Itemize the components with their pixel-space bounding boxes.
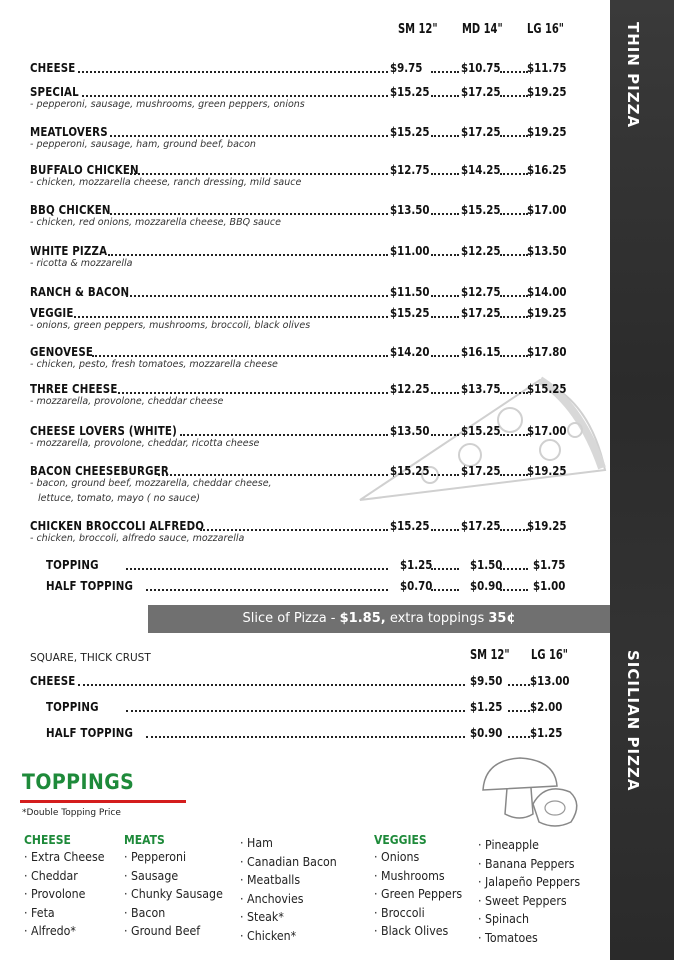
leader-dots xyxy=(500,568,528,570)
topping-item: · Broccoli xyxy=(374,906,462,925)
price-sm: $11.00 xyxy=(390,243,430,258)
topping-item: · Bacon xyxy=(124,906,223,925)
topping-item: · Green Peppers xyxy=(374,887,462,906)
price-sm: $13.50 xyxy=(390,423,430,438)
price-lg: $17.80 xyxy=(527,344,567,359)
topping-item: · Pineapple xyxy=(478,838,580,857)
topping-item: · Extra Cheese xyxy=(24,850,105,869)
toppings-underline xyxy=(20,800,186,803)
price-md: $13.75 xyxy=(461,381,501,396)
leader-dots xyxy=(431,316,459,318)
mushroom-sketch xyxy=(475,752,585,832)
slice-price: $1.85, xyxy=(339,611,386,626)
leader-dots xyxy=(508,710,530,712)
menu-row xyxy=(30,725,570,743)
leader-dots xyxy=(431,529,459,531)
leader-dots xyxy=(500,392,528,394)
leader-dots xyxy=(431,355,459,357)
price-md: $15.25 xyxy=(461,423,501,438)
topping-item: · Pepperoni xyxy=(124,850,223,869)
price-sm: $9.50 xyxy=(470,673,503,688)
item-description: - pepperoni, sausage, ham, ground beef, bacon xyxy=(30,139,256,150)
leader-dots xyxy=(431,135,459,137)
menu-row xyxy=(30,578,570,596)
price-lg: $11.75 xyxy=(527,60,567,75)
leader-dots xyxy=(431,254,459,256)
thin-size-sm: SM 12" xyxy=(398,22,438,37)
item-name: TOPPING xyxy=(46,557,99,572)
leader-dots xyxy=(431,589,459,591)
leader-dots xyxy=(431,213,459,215)
slice-label: Slice of Pizza - xyxy=(242,611,340,626)
menu-row xyxy=(30,60,570,78)
leader-dots xyxy=(118,392,388,394)
topping-item: · Mushrooms xyxy=(374,869,462,888)
menu-row xyxy=(30,284,570,302)
price-lg: $16.25 xyxy=(527,162,567,177)
leader-dots xyxy=(200,529,388,531)
price-lg: $19.25 xyxy=(527,518,567,533)
leader-dots xyxy=(146,589,388,591)
item-description: - bacon, ground beef, mozzarella, cheddar cheese, xyxy=(30,478,272,489)
item-name: BBQ CHICKEN xyxy=(30,202,111,217)
topping-item: · Jalapeño Peppers xyxy=(478,875,580,894)
cheese-column-title: CHEESE xyxy=(24,833,71,847)
price-sm: $13.50 xyxy=(390,202,430,217)
item-description: - ricotta & mozzarella xyxy=(30,258,133,269)
menu-row xyxy=(30,699,570,717)
price-lg: $13.50 xyxy=(527,243,567,258)
leader-dots xyxy=(500,135,528,137)
sicilian-crust-label: SQUARE, THICK CRUST xyxy=(30,652,151,664)
item-description: - mozzarella, provolone, cheddar, ricotta cheese xyxy=(30,438,260,449)
leader-dots xyxy=(78,684,465,686)
price-sm: $11.50 xyxy=(390,284,430,299)
price-sm: $1.25 xyxy=(400,557,433,572)
price-md: $0.90 xyxy=(470,578,503,593)
item-description: - pepperoni, sausage, mushrooms, green peppers, onions xyxy=(30,99,305,110)
price-md: $15.25 xyxy=(461,202,501,217)
sicilian-size-lg: LG 16" xyxy=(531,648,568,663)
price-sm: $9.75 xyxy=(390,60,423,75)
item-name: RANCH & BACON xyxy=(30,284,130,299)
leader-dots xyxy=(82,95,388,97)
price-md: $17.25 xyxy=(461,463,501,478)
leader-dots xyxy=(126,568,388,570)
price-lg: $1.25 xyxy=(530,725,563,740)
topping-item: · Cheddar xyxy=(24,869,105,888)
price-md: $12.75 xyxy=(461,284,501,299)
sicilian-pizza-label: SICILIAN PIZZA xyxy=(624,650,642,792)
leader-dots xyxy=(500,295,528,297)
side-strip xyxy=(610,0,674,960)
leader-dots xyxy=(431,568,459,570)
thin-pizza-label: THIN PIZZA xyxy=(624,22,642,129)
item-name: BACON CHEESEBURGER xyxy=(30,463,169,478)
leader-dots xyxy=(431,95,459,97)
item-name: CHEESE xyxy=(30,673,76,688)
topping-item: · Meatballs xyxy=(240,873,337,892)
leader-dots xyxy=(431,434,459,436)
topping-item: · Ground Beef xyxy=(124,924,223,943)
item-name: HALF TOPPING xyxy=(46,578,134,593)
toppings-veggies-column xyxy=(374,833,470,943)
price-lg: $14.00 xyxy=(527,284,567,299)
leader-dots xyxy=(500,254,528,256)
item-name: BUFFALO CHICKEN xyxy=(30,162,139,177)
toppings-cheese-column xyxy=(24,833,112,943)
topping-item: · Anchovies xyxy=(240,892,337,911)
toppings-title: TOPPINGS xyxy=(22,770,135,794)
price-md: $17.25 xyxy=(461,84,501,99)
price-lg: $19.25 xyxy=(527,124,567,139)
item-description: - chicken, red onions, mozzarella cheese, BBQ sauce xyxy=(30,217,281,228)
topping-item: · Spinach xyxy=(478,912,580,931)
price-md: $12.25 xyxy=(461,243,501,258)
topping-item: · Canadian Bacon xyxy=(240,855,337,874)
price-sm: $0.70 xyxy=(400,578,433,593)
leader-dots xyxy=(508,736,530,738)
price-lg: $19.25 xyxy=(527,463,567,478)
leader-dots xyxy=(500,589,528,591)
leader-dots xyxy=(500,71,528,73)
leader-dots xyxy=(180,434,388,436)
item-name: MEATLOVERS xyxy=(30,124,108,139)
toppings-meats2-column xyxy=(240,836,345,947)
item-name: CHICKEN BROCCOLI ALFREDO xyxy=(30,518,205,533)
topping-item: · Sweet Peppers xyxy=(478,894,580,913)
leader-dots xyxy=(500,173,528,175)
toppings-meats-column xyxy=(124,833,231,943)
leader-dots xyxy=(431,474,459,476)
price-lg: $15.25 xyxy=(527,381,567,396)
leader-dots xyxy=(126,295,388,297)
meats-column-title: MEATS xyxy=(124,833,165,847)
leader-dots xyxy=(108,254,388,256)
slice-extra: extra toppings xyxy=(385,611,489,626)
price-md: $17.25 xyxy=(461,305,501,320)
item-description: - chicken, broccoli, alfredo sauce, mozzarella xyxy=(30,533,245,544)
leader-dots xyxy=(508,684,530,686)
price-sm: $15.25 xyxy=(390,518,430,533)
leader-dots xyxy=(158,474,388,476)
menu-row xyxy=(30,673,570,691)
topping-item: · Chicken* xyxy=(240,929,337,948)
leader-dots xyxy=(92,355,388,357)
leader-dots xyxy=(126,710,465,712)
leader-dots xyxy=(500,95,528,97)
slice-extra-price: 35¢ xyxy=(488,611,516,626)
item-name: GENOVESE xyxy=(30,344,94,359)
leader-dots xyxy=(130,173,388,175)
leader-dots xyxy=(500,434,528,436)
thin-size-lg: LG 16" xyxy=(527,22,564,37)
price-lg: $19.25 xyxy=(527,84,567,99)
item-name: SPECIAL xyxy=(30,84,79,99)
price-sm: $0.90 xyxy=(470,725,503,740)
leader-dots xyxy=(431,295,459,297)
price-lg: $2.00 xyxy=(530,699,563,714)
item-name: VEGGIE xyxy=(30,305,74,320)
price-sm: $1.25 xyxy=(470,699,503,714)
price-lg: $17.00 xyxy=(527,423,567,438)
price-sm: $12.75 xyxy=(390,162,430,177)
leader-dots xyxy=(74,316,388,318)
topping-item: · Steak* xyxy=(240,910,337,929)
leader-dots xyxy=(500,529,528,531)
price-lg: $17.00 xyxy=(527,202,567,217)
topping-item: · Provolone xyxy=(24,887,105,906)
slice-of-pizza-bar xyxy=(148,605,610,633)
item-name: THREE CHEESE xyxy=(30,381,118,396)
item-name: TOPPING xyxy=(46,699,99,714)
topping-item: · Chunky Sausage xyxy=(124,887,223,906)
toppings-note: *Double Topping Price xyxy=(22,808,121,818)
price-lg: $13.00 xyxy=(530,673,570,688)
topping-item: · Sausage xyxy=(124,869,223,888)
menu-row xyxy=(30,557,570,575)
topping-item: · Ham xyxy=(240,836,337,855)
item-name: WHITE PIZZA xyxy=(30,243,108,258)
topping-item: · Onions xyxy=(374,850,462,869)
veggies-column-title: VEGGIES xyxy=(374,833,427,847)
item-name: HALF TOPPING xyxy=(46,725,134,740)
price-md: $14.25 xyxy=(461,162,501,177)
item-description: - onions, green peppers, mushrooms, broccoli, black olives xyxy=(30,320,311,331)
leader-dots xyxy=(500,474,528,476)
thin-size-md: MD 14" xyxy=(462,22,503,37)
leader-dots xyxy=(431,392,459,394)
topping-item: · Alfredo* xyxy=(24,924,105,943)
leader-dots xyxy=(431,71,459,73)
price-sm: $15.25 xyxy=(390,84,430,99)
item-description: - chicken, mozzarella cheese, ranch dressing, mild sauce xyxy=(30,177,302,188)
leader-dots xyxy=(78,71,388,73)
price-md: $10.75 xyxy=(461,60,501,75)
toppings-veggies2-column xyxy=(478,838,589,949)
price-sm: $14.20 xyxy=(390,344,430,359)
price-lg: $19.25 xyxy=(527,305,567,320)
item-description: lettuce, tomato, mayo ( no sauce) xyxy=(38,493,200,504)
leader-dots xyxy=(110,135,388,137)
price-md: $17.25 xyxy=(461,518,501,533)
leader-dots xyxy=(146,736,465,738)
price-md: $16.15 xyxy=(461,344,501,359)
price-lg: $1.00 xyxy=(533,578,566,593)
price-sm: $15.25 xyxy=(390,305,430,320)
item-description: - chicken, pesto, fresh tomatoes, mozzarella cheese xyxy=(30,359,278,370)
item-description: - mozzarella, provolone, cheddar cheese xyxy=(30,396,224,407)
topping-item: · Black Olives xyxy=(374,924,462,943)
price-sm: $12.25 xyxy=(390,381,430,396)
leader-dots xyxy=(431,173,459,175)
price-sm: $15.25 xyxy=(390,463,430,478)
item-name: CHEESE LOVERS (WHITE) xyxy=(30,423,177,438)
price-md: $1.50 xyxy=(470,557,503,572)
topping-item: · Banana Peppers xyxy=(478,857,580,876)
leader-dots xyxy=(500,355,528,357)
leader-dots xyxy=(500,316,528,318)
item-name: CHEESE xyxy=(30,60,76,75)
price-md: $17.25 xyxy=(461,124,501,139)
sicilian-size-sm: SM 12" xyxy=(470,648,510,663)
topping-item: · Tomatoes xyxy=(478,931,580,950)
leader-dots xyxy=(500,213,528,215)
price-lg: $1.75 xyxy=(533,557,566,572)
topping-item: · Feta xyxy=(24,906,105,925)
leader-dots xyxy=(110,213,388,215)
price-sm: $15.25 xyxy=(390,124,430,139)
